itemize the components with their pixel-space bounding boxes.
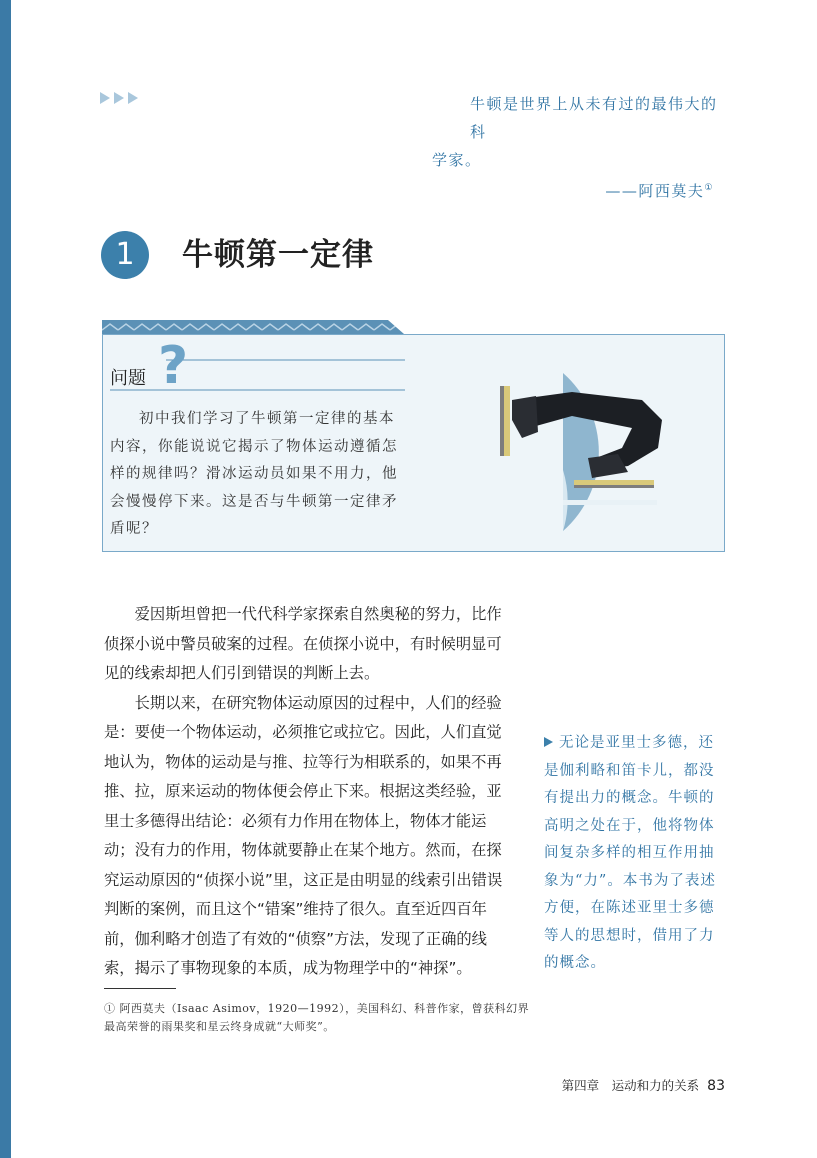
question-text: 初中我们学习了牛顿第一定律的基本内容，你能说说它揭示了物体运动遵循怎样的规律吗？滑冰运动员如果不用力，他会慢慢停下来。这是否与牛顿第一定律矛盾呢？ — [110, 411, 398, 537]
section-number-badge: 1 — [101, 231, 149, 279]
epigraph-arrows-icon — [100, 92, 138, 104]
main-text — [104, 600, 514, 984]
chapter-label: 第四章 运动和力的关系 — [561, 1078, 700, 1093]
footnote: ① 阿西莫夫（Isaac Asimov，1920—1992），美国科幻、科普作家，曾获科幻界最高荣誉的雨果奖和星云终身成就“大师奖”。 — [104, 1002, 530, 1033]
side-note-arrow-icon — [544, 737, 553, 747]
side-note-text: 无论是亚里士多德，还是伽利略和笛卡儿，都没有提出力的概念。牛顿的高明之处在于，他将物体间复杂多样的相互作用抽象为“力”。本书为了表述方便，在陈述亚里士多德等人的思想时，借用了力的概念。 — [544, 735, 716, 971]
epigraph — [432, 90, 732, 205]
page-footer — [562, 1076, 725, 1094]
question-mark-icon: ? — [158, 336, 189, 396]
question-label: 问题 — [110, 368, 146, 389]
page-edge-bar — [0, 0, 11, 1158]
side-note — [544, 730, 729, 978]
footnote-divider — [104, 988, 176, 989]
epigraph-line-2: 学家。 — [432, 151, 482, 169]
section-title: 牛顿第一定律 — [182, 237, 374, 273]
paragraph-2: 长期以来，在研究物体运动原因的过程中，人们的经验是：要使一个物体运动，必须推它或拉它。因此，人们直觉地认为，物体的运动是与推、拉等行为相联系的，如果不再推、拉，原来运动的物体便会停止下来。根据这类经验，亚里士多德得出结论：必须有力作用在物体上，物体才能运动；没有力的作用，物体就要静止在某个地方。然而，在探究运动原因的“侦探小说”里，这正是由明显的线索引出错误判断的案例，而且这个“错案”维持了很久。直至近四百年前，伽利略才创造了有效的“侦察”方法，发现了正确的线索，揭示了事物现象的本质，成为物理学中的“神探”。 — [104, 693, 503, 977]
paragraph-1: 爱因斯坦曾把一代代科学家探索自然奥秘的努力，比作侦探小说中警员破案的过程。在侦探小说中，有时候明显可见的线索却把人们引到错误的判断上去。 — [104, 605, 502, 682]
epigraph-attribution: ——阿西莫夫① — [605, 182, 714, 200]
epigraph-line-1: 牛顿是世界上从未有过的最伟大的科 — [470, 95, 718, 141]
question-box — [102, 320, 725, 552]
footnote-ref[interactable]: ① — [704, 183, 714, 193]
page-number: 83 — [707, 1078, 725, 1094]
